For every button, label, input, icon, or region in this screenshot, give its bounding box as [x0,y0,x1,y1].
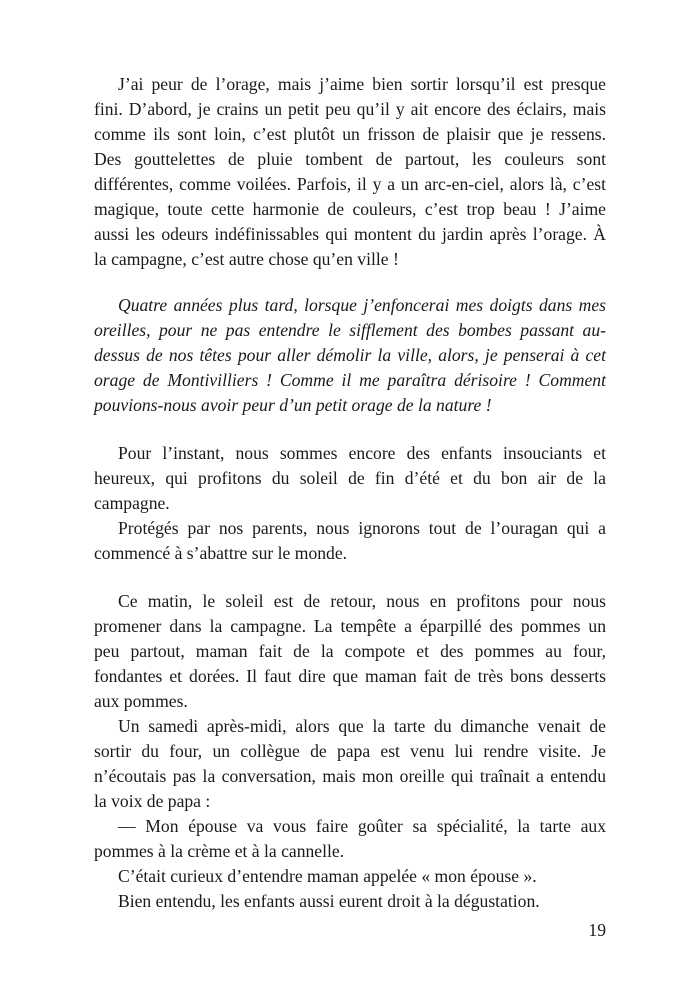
text-line: orage de Montivilliers ! Comme il me paraîtra dérisoire ! Comment [94,370,606,390]
text-line: heureux, qui profitons du soleil de fin d’été et du bon air de la [94,468,606,488]
text-line: aussi les odeurs indéfinissables qui montent du jardin après l’orage. À [94,224,606,244]
text-line: magique, toute cette harmonie de couleurs, c’est trop beau ! J’aime [94,199,606,219]
text-line: Ce matin, le soleil est de retour, nous en profitons pour nous [118,591,606,611]
paragraph-pommes [94,589,606,714]
text-line: sortir du four, un collègue de papa est venu lui rendre visite. Je [94,741,606,761]
paragraph-spacer [94,418,606,441]
paragraph-visite [94,714,606,814]
text-line: peu partout, maman fait de la compote et des pommes au four, [94,641,606,661]
text-line: Bien entendu, les enfants aussi eurent droit à la dégustation. [118,891,540,911]
text-line: dessus de nos têtes pour aller démolir la ville, alors, je penserai à cet [94,345,606,365]
text-line: comme ils sont loin, c’est plutôt un frisson de plaisir que je ressens. [94,124,606,144]
paragraph-degustation [94,889,606,914]
paragraph-epouse [94,864,606,889]
text-line: oreilles, pour ne pas entendre le sifflement des bombes passant au- [94,320,606,340]
paragraph-dialogue [94,814,606,864]
paragraph-spacer [94,566,606,589]
text-line: commencé à s’abattre sur le monde. [94,543,348,563]
paragraph-orage [94,72,606,272]
text-line: la voix de papa : [94,791,211,811]
text-line: fondantes et dorées. Il faut dire que maman fait de très bons desserts [94,666,606,686]
text-line: Des gouttelettes de pluie tombent de partout, les couleurs sont [94,149,606,169]
page-number: 19 [588,920,606,940]
text-line: différentes, comme voilées. Parfois, il y a un arc-en-ciel, alors là, c’est [94,174,606,194]
text-line: pouvions-nous avoir peur d’un petit orage de la nature ! [94,395,492,415]
text-line: la campagne, c’est autre chose qu’en ville ! [94,249,399,269]
text-line: promener dans la campagne. La tempête a éparpillé des pommes un [94,616,606,636]
text-line: Un samedi après-midi, alors que la tarte du dimanche venait de [118,716,606,736]
text-line: pommes à la crème et à la cannelle. [94,841,345,861]
paragraph-flashforward [94,293,606,418]
paragraph-insouciants [94,441,606,516]
paragraph-spacer [94,272,606,293]
text-line: C’était curieux d’entendre maman appelée « mon épouse ». [118,866,537,886]
text-line: — Mon épouse va vous faire goûter sa spécialité, la tarte aux [118,816,606,836]
text-line: fini. D’abord, je crains un petit peu qu’il y ait encore des éclairs, mais [94,99,606,119]
text-line: J’ai peur de l’orage, mais j’aime bien sortir lorsqu’il est presque [118,74,606,94]
page-body [94,72,606,914]
text-line: Quatre années plus tard, lorsque j’enfoncerai mes doigts dans mes [118,295,606,315]
paragraph-ouragan [94,516,606,566]
text-line: Protégés par nos parents, nous ignorons tout de l’ouragan qui a [118,518,606,538]
text-line: campagne. [94,493,170,513]
text-line: aux pommes. [94,691,188,711]
text-line: n’écoutais pas la conversation, mais mon oreille qui traînait a entendu [94,766,606,786]
text-line: Pour l’instant, nous sommes encore des enfants insouciants et [118,443,606,463]
